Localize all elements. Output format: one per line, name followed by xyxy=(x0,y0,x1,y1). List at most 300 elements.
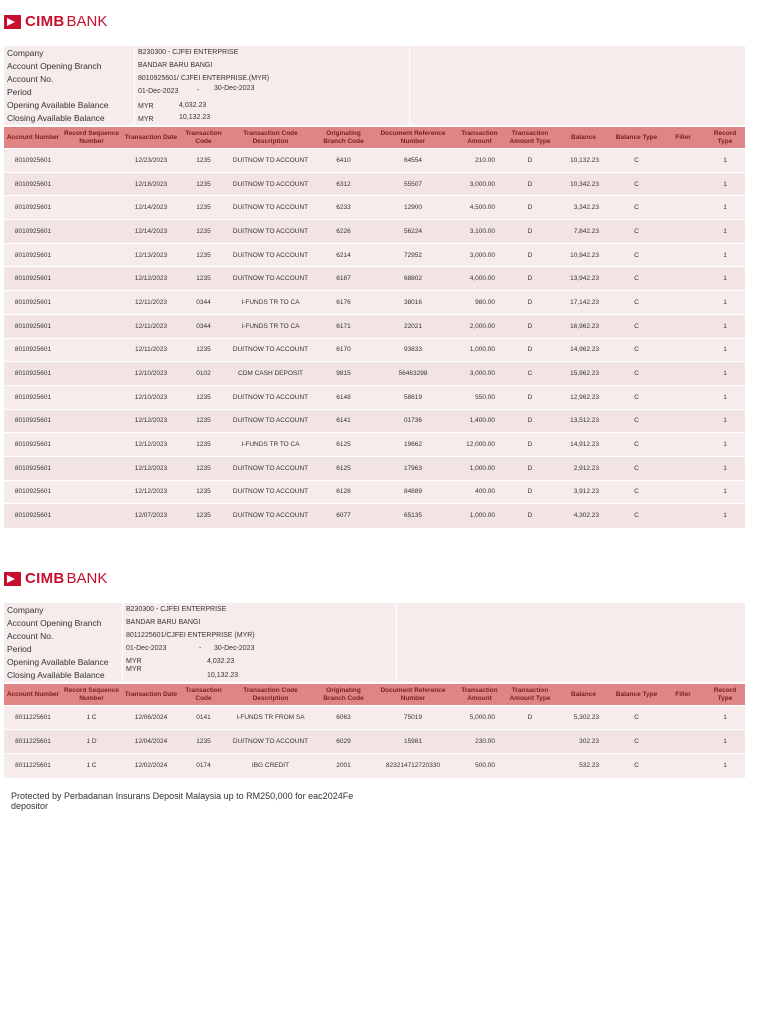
closing-balance-value: 10,132.23 xyxy=(207,672,239,679)
cell-record-type: 1 xyxy=(705,730,745,754)
cell-originating-branch: 6128 xyxy=(315,480,372,504)
branch-value: BANDAR BARU BANGI xyxy=(138,62,213,69)
cell-transaction-code: 1235 xyxy=(181,433,226,457)
cell-record-type: 1 xyxy=(705,172,745,196)
cell-transaction-code: 1235 xyxy=(181,456,226,480)
cell-account-number: 8010925601 xyxy=(4,314,62,338)
cell-record-type: 1 xyxy=(705,456,745,480)
cell-balance: 4,302.23 xyxy=(555,504,612,528)
period-separator: - xyxy=(199,645,202,652)
cell-balance: 14,912.23 xyxy=(555,433,612,457)
logo-bank-text: BANK xyxy=(66,570,108,587)
cell-document-reference: 75019 xyxy=(372,706,454,730)
cell-filler xyxy=(661,480,705,504)
col-account-number: Account Number xyxy=(4,127,62,149)
table-row xyxy=(4,504,745,528)
cell-transaction-amount: 5,000.00 xyxy=(454,706,505,730)
table-row xyxy=(4,149,745,173)
cimb-logo xyxy=(4,570,107,587)
cell-transaction-amount: 400.00 xyxy=(454,480,505,504)
cell-amount-type: C xyxy=(505,362,555,386)
period-from: 01-Dec-2023 xyxy=(126,645,167,652)
cell-record-sequence xyxy=(62,220,121,244)
cell-transaction-amount: 4,000.00 xyxy=(454,267,505,291)
cell-record-sequence xyxy=(62,196,121,220)
table-row xyxy=(4,314,745,338)
cell-record-sequence xyxy=(62,480,121,504)
cell-record-type: 1 xyxy=(705,149,745,173)
col-account-number: Account Number xyxy=(4,684,62,706)
cell-transaction-amount: 3,100.00 xyxy=(454,220,505,244)
closing-balance-label: Closing Available Balance xyxy=(7,113,105,123)
cell-account-number: 8011225601 xyxy=(4,754,62,778)
cell-transaction-code: 1235 xyxy=(181,267,226,291)
cell-document-reference: 56224 xyxy=(372,220,454,244)
cell-transaction-amount: 210.00 xyxy=(454,149,505,173)
cell-record-sequence xyxy=(62,149,121,173)
cell-record-sequence: 1 D xyxy=(62,730,121,754)
opening-balance-label: Opening Available Balance xyxy=(7,657,109,667)
cell-balance: 16,962.23 xyxy=(555,314,612,338)
cell-transaction-description: DUITNOW TO ACCOUNT xyxy=(226,243,315,267)
cell-amount-type: D xyxy=(505,172,555,196)
cell-document-reference: 38016 xyxy=(372,291,454,315)
table-header-row xyxy=(4,127,745,149)
table-row xyxy=(4,706,745,730)
cell-transaction-code: 1235 xyxy=(181,504,226,528)
cell-document-reference: 01736 xyxy=(372,409,454,433)
cell-filler xyxy=(661,172,705,196)
table-row xyxy=(4,362,745,386)
cell-amount-type: D xyxy=(505,456,555,480)
col-transaction-date: Transaction Date xyxy=(121,127,181,149)
cell-balance: 17,142.23 xyxy=(555,291,612,315)
cell-balance-type: C xyxy=(612,338,661,362)
logo-bank-text: BANK xyxy=(66,13,108,30)
col-balance: Balance xyxy=(555,127,612,149)
cell-record-sequence xyxy=(62,385,121,409)
cell-transaction-date: 12/10/2023 xyxy=(121,362,181,386)
cell-document-reference: 72952 xyxy=(372,243,454,267)
cell-record-sequence xyxy=(62,362,121,386)
cell-balance-type: C xyxy=(612,385,661,409)
cell-transaction-date: 12/07/2023 xyxy=(121,504,181,528)
cell-filler xyxy=(661,433,705,457)
cell-document-reference: 93833 xyxy=(372,338,454,362)
cell-amount-type: D xyxy=(505,385,555,409)
cell-record-sequence xyxy=(62,267,121,291)
closing-currency: MYR xyxy=(126,666,142,673)
col-balance: Balance xyxy=(555,684,612,706)
cell-balance: 3,342.23 xyxy=(555,196,612,220)
account-value: 8010925601/ CJFEI ENTERPRISE.(MYR) xyxy=(138,75,270,82)
cell-transaction-description: DUITNOW TO ACCOUNT xyxy=(226,456,315,480)
cell-balance-type: C xyxy=(612,149,661,173)
cell-account-number: 8010925601 xyxy=(4,243,62,267)
cell-transaction-code: 1235 xyxy=(181,480,226,504)
cell-record-sequence xyxy=(62,314,121,338)
cell-amount-type: D xyxy=(505,196,555,220)
cell-transaction-description: DUITNOW TO ACCOUNT xyxy=(226,267,315,291)
cell-originating-branch: 6063 xyxy=(315,706,372,730)
account-value: 8011225601/CJFEI ENTERPRISE (MYR) xyxy=(126,632,255,639)
cell-transaction-amount: 1,000.00 xyxy=(454,338,505,362)
col-record-sequence: Record Sequence Number xyxy=(62,127,121,149)
cell-transaction-code: 1235 xyxy=(181,196,226,220)
cell-transaction-amount: 1,000.00 xyxy=(454,456,505,480)
cell-originating-branch: 6187 xyxy=(315,267,372,291)
cell-balance: 13,512.23 xyxy=(555,409,612,433)
cell-transaction-date: 12/23/2023 xyxy=(121,149,181,173)
cell-balance-type: C xyxy=(612,314,661,338)
cell-transaction-date: 12/11/2023 xyxy=(121,291,181,315)
cell-transaction-date: 12/11/2023 xyxy=(121,314,181,338)
cell-transaction-date: 12/18/2023 xyxy=(121,172,181,196)
transactions-table xyxy=(4,127,745,528)
col-transaction-amount: Transaction Amount xyxy=(454,684,505,706)
cell-balance-type: C xyxy=(612,362,661,386)
cell-balance: 302.23 xyxy=(555,730,612,754)
cell-originating-branch: 6148 xyxy=(315,385,372,409)
opening-balance-value: 4,032.23 xyxy=(179,102,207,109)
cell-filler xyxy=(661,362,705,386)
cell-balance: 5,302.23 xyxy=(555,706,612,730)
cell-filler xyxy=(661,149,705,173)
col-originating-branch: Originating Branch Code xyxy=(315,684,372,706)
transactions-table xyxy=(4,684,745,778)
cell-account-number: 8010925601 xyxy=(4,385,62,409)
table-row xyxy=(4,243,745,267)
cell-record-type: 1 xyxy=(705,220,745,244)
cell-account-number: 8010925601 xyxy=(4,504,62,528)
col-transaction-code: Transaction Code xyxy=(181,684,226,706)
cell-record-type: 1 xyxy=(705,480,745,504)
cell-transaction-description: DUITNOW TO ACCOUNT xyxy=(226,480,315,504)
cell-balance-type: C xyxy=(612,291,661,315)
account-info-panel xyxy=(4,603,745,682)
cell-record-sequence xyxy=(62,172,121,196)
cell-filler xyxy=(661,196,705,220)
cell-balance-type: C xyxy=(612,754,661,778)
table-row xyxy=(4,385,745,409)
cell-account-number: 8010925601 xyxy=(4,172,62,196)
company-label: Company xyxy=(7,605,44,615)
cell-transaction-date: 12/06/2024 xyxy=(121,706,181,730)
logo-cimb-text: CIMB xyxy=(25,570,65,587)
cell-originating-branch: 6141 xyxy=(315,409,372,433)
cell-record-type: 1 xyxy=(705,385,745,409)
cell-balance: 532.23 xyxy=(555,754,612,778)
cell-transaction-amount: 500.00 xyxy=(454,754,505,778)
period-to: 30-Dec-2023 xyxy=(214,85,255,92)
cell-originating-branch: 6029 xyxy=(315,730,372,754)
cimb-logo-icon xyxy=(4,15,21,29)
closing-currency: MYR xyxy=(138,116,154,123)
col-amount-type: Transaction Amount Type xyxy=(505,127,555,149)
cell-document-reference: 58619 xyxy=(372,385,454,409)
cell-transaction-description: DUITNOW TO ACCOUNT xyxy=(226,730,315,754)
cell-balance: 12,962.23 xyxy=(555,385,612,409)
table-row xyxy=(4,291,745,315)
cell-document-reference: 64554 xyxy=(372,149,454,173)
cell-filler xyxy=(661,409,705,433)
cell-transaction-code: 1235 xyxy=(181,409,226,433)
cell-balance-type: C xyxy=(612,730,661,754)
cell-amount-type xyxy=(505,754,555,778)
col-transaction-date: Transaction Date xyxy=(121,684,181,706)
cell-transaction-amount: 4,500.00 xyxy=(454,196,505,220)
cell-record-sequence: 1 C xyxy=(62,754,121,778)
cell-amount-type: D xyxy=(505,291,555,315)
opening-balance-value: 4,032.23 xyxy=(207,658,235,665)
cell-amount-type: D xyxy=(505,504,555,528)
cell-record-type: 1 xyxy=(705,754,745,778)
cell-balance-type: C xyxy=(612,243,661,267)
cell-transaction-date: 12/12/2023 xyxy=(121,480,181,504)
cell-transaction-amount: 3,000.00 xyxy=(454,243,505,267)
cell-transaction-code: 0174 xyxy=(181,754,226,778)
table-row xyxy=(4,480,745,504)
cell-balance-type: C xyxy=(612,504,661,528)
table-row xyxy=(4,456,745,480)
table-row xyxy=(4,730,745,754)
cell-amount-type xyxy=(505,730,555,754)
company-label: Company xyxy=(7,48,44,58)
cell-record-type: 1 xyxy=(705,706,745,730)
cell-balance: 14,962.23 xyxy=(555,338,612,362)
cell-transaction-amount: 3,000.00 xyxy=(454,362,505,386)
cell-transaction-description: I-FUNDS TR FROM SA xyxy=(226,706,315,730)
cell-amount-type: D xyxy=(505,706,555,730)
cell-transaction-description: DUITNOW TO ACCOUNT xyxy=(226,149,315,173)
table-row xyxy=(4,409,745,433)
cell-amount-type: D xyxy=(505,314,555,338)
cell-transaction-code: 1235 xyxy=(181,220,226,244)
cell-transaction-date: 12/14/2023 xyxy=(121,220,181,244)
cell-transaction-date: 12/10/2023 xyxy=(121,385,181,409)
cell-transaction-date: 12/11/2023 xyxy=(121,338,181,362)
cell-account-number: 8010925601 xyxy=(4,480,62,504)
cell-record-type: 1 xyxy=(705,196,745,220)
table-row xyxy=(4,220,745,244)
opening-currency: MYR xyxy=(138,103,154,110)
cell-account-number: 8011225601 xyxy=(4,706,62,730)
cell-balance: 2,912.23 xyxy=(555,456,612,480)
period-label: Period xyxy=(7,644,32,654)
period-label: Period xyxy=(7,87,32,97)
cell-transaction-code: 1235 xyxy=(181,149,226,173)
cell-transaction-description: DUITNOW TO ACCOUNT xyxy=(226,385,315,409)
cell-document-reference: 84889 xyxy=(372,480,454,504)
closing-balance-value: 10,132.23 xyxy=(179,114,211,121)
cell-filler xyxy=(661,754,705,778)
cell-originating-branch: 6226 xyxy=(315,220,372,244)
col-transaction-code: Transaction Code xyxy=(181,127,226,149)
cell-originating-branch: 6125 xyxy=(315,456,372,480)
col-balance-type: Balance Type xyxy=(612,127,661,149)
cell-transaction-amount: 12,000.00 xyxy=(454,433,505,457)
cell-filler xyxy=(661,291,705,315)
cell-balance-type: C xyxy=(612,706,661,730)
cell-amount-type: D xyxy=(505,480,555,504)
cell-transaction-amount: 980.00 xyxy=(454,291,505,315)
cell-record-sequence xyxy=(62,433,121,457)
opening-currency: MYR xyxy=(126,658,142,665)
cell-amount-type: D xyxy=(505,220,555,244)
cell-filler xyxy=(661,220,705,244)
account-label: Account No. xyxy=(7,631,54,641)
cell-transaction-date: 12/02/2024 xyxy=(121,754,181,778)
col-originating-branch: Originating Branch Code xyxy=(315,127,372,149)
cell-transaction-date: 12/12/2023 xyxy=(121,267,181,291)
period-from: 01-Dec-2023 xyxy=(138,88,179,95)
cell-record-sequence xyxy=(62,291,121,315)
logo-cimb-text: CIMB xyxy=(25,13,65,30)
cell-transaction-code: 1235 xyxy=(181,243,226,267)
cell-amount-type: D xyxy=(505,149,555,173)
period-separator: - xyxy=(197,87,200,94)
table-header-row xyxy=(4,684,745,706)
col-transaction-description: Transaction Code Description xyxy=(226,127,315,149)
cell-document-reference: 65135 xyxy=(372,504,454,528)
cell-transaction-date: 12/12/2023 xyxy=(121,409,181,433)
cell-transaction-description: DUITNOW TO ACCOUNT xyxy=(226,196,315,220)
period-to: 30-Dec-2023 xyxy=(214,645,255,652)
cell-document-reference: 19662 xyxy=(372,433,454,457)
cell-originating-branch: 6176 xyxy=(315,291,372,315)
cell-originating-branch: 6233 xyxy=(315,196,372,220)
cell-document-reference: 55507 xyxy=(372,172,454,196)
cimb-logo xyxy=(4,13,107,30)
account-info-panel xyxy=(4,46,745,125)
cimb-logo-icon xyxy=(4,572,21,586)
cell-transaction-code: 0344 xyxy=(181,314,226,338)
cell-account-number: 8011225601 xyxy=(4,730,62,754)
cell-filler xyxy=(661,385,705,409)
cell-originating-branch: 6077 xyxy=(315,504,372,528)
branch-label: Account Opening Branch xyxy=(7,61,102,71)
cell-transaction-description: I-FUNDS TR TO CA xyxy=(226,314,315,338)
cell-amount-type: D xyxy=(505,433,555,457)
cell-filler xyxy=(661,314,705,338)
cell-transaction-date: 12/14/2023 xyxy=(121,196,181,220)
cell-balance: 7,842.23 xyxy=(555,220,612,244)
company-value: B230300 - CJFEI ENTERPRISE xyxy=(126,606,227,613)
cell-balance-type: C xyxy=(612,480,661,504)
cell-account-number: 8010925601 xyxy=(4,149,62,173)
cell-transaction-description: DUITNOW TO ACCOUNT xyxy=(226,504,315,528)
cell-filler xyxy=(661,504,705,528)
cell-record-sequence: 1 C xyxy=(62,706,121,730)
cell-document-reference: 15981 xyxy=(372,730,454,754)
cell-record-type: 1 xyxy=(705,362,745,386)
cell-balance: 10,942.23 xyxy=(555,243,612,267)
cell-record-sequence xyxy=(62,456,121,480)
cell-originating-branch: 6125 xyxy=(315,433,372,457)
cell-balance-type: C xyxy=(612,267,661,291)
cell-transaction-code: 1235 xyxy=(181,172,226,196)
branch-value: BANDAR BARU BANGI xyxy=(126,619,201,626)
company-value: B230300 - CJFEI ENTERPRISE xyxy=(138,49,239,56)
cell-record-type: 1 xyxy=(705,409,745,433)
cell-transaction-description: IBG CREDIT xyxy=(226,754,315,778)
cell-account-number: 8010925601 xyxy=(4,409,62,433)
col-transaction-amount: Transaction Amount xyxy=(454,127,505,149)
cell-originating-branch: 9815 xyxy=(315,362,372,386)
cell-document-reference: 56463298 xyxy=(372,362,454,386)
cell-balance-type: C xyxy=(612,220,661,244)
cell-filler xyxy=(661,456,705,480)
cell-transaction-amount: 1,400.00 xyxy=(454,409,505,433)
cell-balance-type: C xyxy=(612,433,661,457)
cell-transaction-amount: 1,000.00 xyxy=(454,504,505,528)
cell-amount-type: D xyxy=(505,409,555,433)
cell-record-type: 1 xyxy=(705,243,745,267)
cell-record-type: 1 xyxy=(705,291,745,315)
cell-transaction-description: I-FUNDS TR TO CA xyxy=(226,433,315,457)
cell-record-sequence xyxy=(62,409,121,433)
cell-account-number: 8010925601 xyxy=(4,362,62,386)
cell-transaction-date: 12/13/2023 xyxy=(121,243,181,267)
col-transaction-description: Transaction Code Description xyxy=(226,684,315,706)
cell-record-sequence xyxy=(62,338,121,362)
opening-balance-label: Opening Available Balance xyxy=(7,100,109,110)
cell-filler xyxy=(661,730,705,754)
cell-record-type: 1 xyxy=(705,267,745,291)
cell-document-reference: 12900 xyxy=(372,196,454,220)
cell-filler xyxy=(661,706,705,730)
cell-document-reference: 17963 xyxy=(372,456,454,480)
cell-transaction-code: 1235 xyxy=(181,730,226,754)
cell-transaction-code: 1235 xyxy=(181,338,226,362)
cell-transaction-description: CDM CASH DEPOSIT xyxy=(226,362,315,386)
cell-transaction-code: 0102 xyxy=(181,362,226,386)
cell-account-number: 8010925601 xyxy=(4,220,62,244)
cell-account-number: 8010925601 xyxy=(4,267,62,291)
cell-originating-branch: 2001 xyxy=(315,754,372,778)
cell-balance: 10,342.23 xyxy=(555,172,612,196)
table-row xyxy=(4,196,745,220)
cell-record-type: 1 xyxy=(705,504,745,528)
cell-transaction-code: 1235 xyxy=(181,385,226,409)
cell-transaction-description: I-FUNDS TR TO CA xyxy=(226,291,315,315)
col-filler: Filler xyxy=(661,127,705,149)
account-label: Account No. xyxy=(7,74,54,84)
cell-account-number: 8010925601 xyxy=(4,433,62,457)
cell-balance-type: C xyxy=(612,409,661,433)
col-balance-type: Balance Type xyxy=(612,684,661,706)
cell-balance: 10,132.23 xyxy=(555,149,612,173)
col-record-type: Record Type xyxy=(705,127,745,149)
cell-transaction-amount: 550.00 xyxy=(454,385,505,409)
cell-transaction-date: 12/04/2024 xyxy=(121,730,181,754)
closing-balance-label: Closing Available Balance xyxy=(7,670,105,680)
cell-record-type: 1 xyxy=(705,338,745,362)
cell-balance: 13,942.23 xyxy=(555,267,612,291)
cell-transaction-description: DUITNOW TO ACCOUNT xyxy=(226,172,315,196)
cell-transaction-description: DUITNOW TO ACCOUNT xyxy=(226,409,315,433)
cell-record-sequence xyxy=(62,504,121,528)
cell-originating-branch: 6214 xyxy=(315,243,372,267)
cell-document-reference: 68802 xyxy=(372,267,454,291)
cell-transaction-amount: 230.00 xyxy=(454,730,505,754)
table-row xyxy=(4,172,745,196)
table-row xyxy=(4,267,745,291)
cell-balance: 3,912.23 xyxy=(555,480,612,504)
col-filler: Filler xyxy=(661,684,705,706)
cell-originating-branch: 6410 xyxy=(315,149,372,173)
cell-originating-branch: 6312 xyxy=(315,172,372,196)
